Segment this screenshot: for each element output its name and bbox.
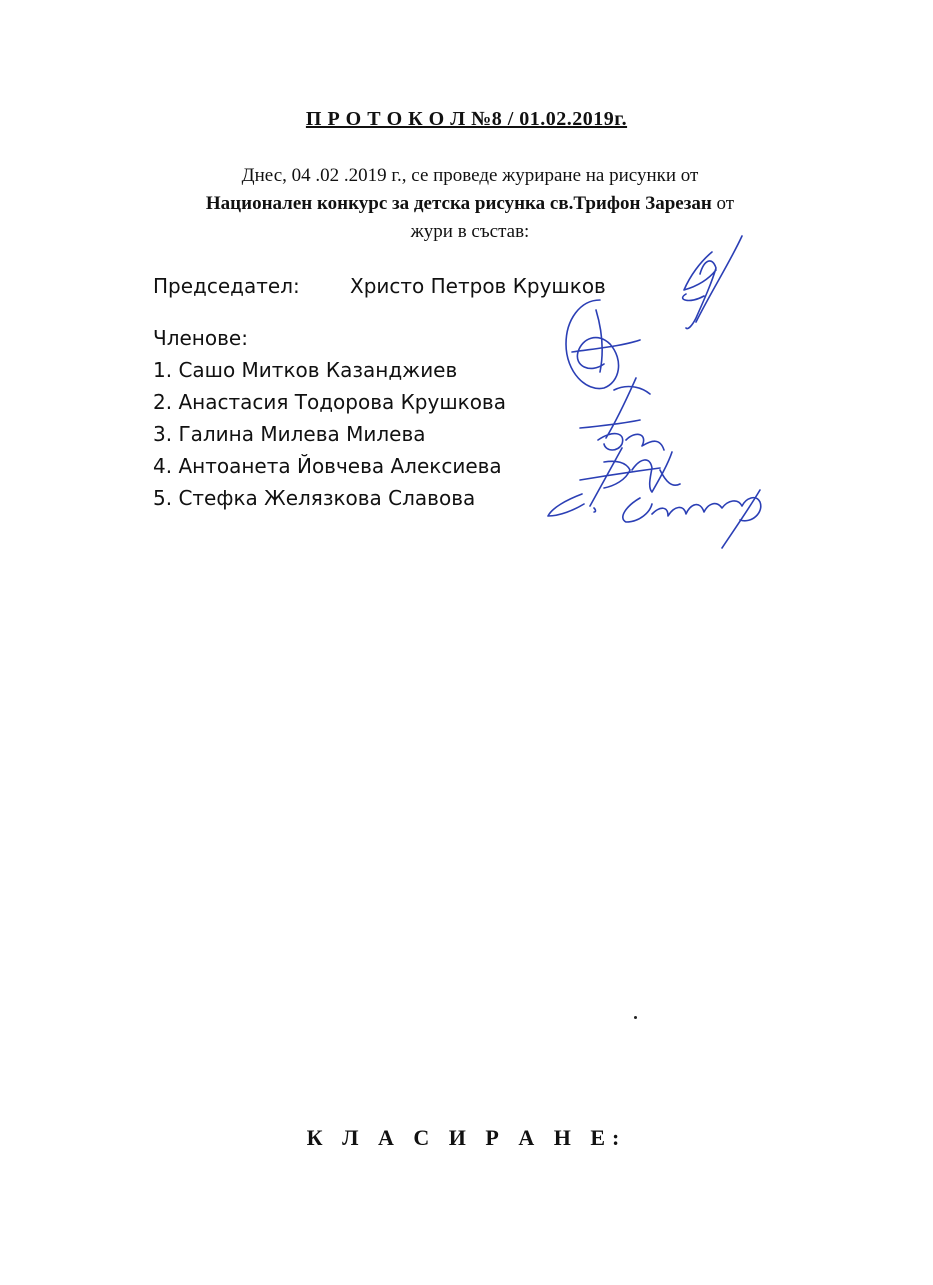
contest-name: Национален конкурс за детска рисунка св.Трифон Зарезан: [205, 193, 712, 214]
protocol-title: [0, 108, 933, 131]
signature-member-2: [580, 378, 664, 450]
chair-label: Председател:: [153, 274, 300, 298]
member-item: 5. Стефка Желязкова Славова: [153, 486, 476, 510]
protocol-title-text: П Р О Т О К О Л №8 / 01.02.2019г.: [305, 108, 628, 130]
intro-line-3: жури в състав:: [410, 221, 530, 242]
intro-line-1: Днес, 04 .02 .2019 г., се проведе журиране на рисунки от: [241, 165, 699, 186]
intro-paragraph: [100, 162, 840, 246]
intro-line-2: [100, 190, 840, 218]
jury-chair: [153, 270, 606, 302]
chair-name: Христо Петров Крушков: [350, 274, 606, 298]
members-label: Членове:: [153, 326, 248, 350]
member-item: 4. Антоанета Йовчева Алексиева: [153, 454, 502, 478]
signature-member-5: [548, 490, 761, 548]
signature-member-3: [580, 448, 680, 506]
signature-member-1: [566, 300, 640, 389]
signature-chair: [683, 236, 742, 329]
member-item: 2. Анастасия Тодорова Крушкова: [153, 390, 506, 414]
jury-members: [153, 322, 506, 514]
member-item: 1. Сашо Митков Казанджиев: [153, 358, 458, 382]
stray-mark: [634, 1016, 637, 1019]
intro-line-2-tail: от: [711, 193, 735, 214]
member-item: 3. Галина Милева Милева: [153, 422, 426, 446]
ranking-heading: К Л А С И Р А Н Е:: [306, 1125, 627, 1150]
